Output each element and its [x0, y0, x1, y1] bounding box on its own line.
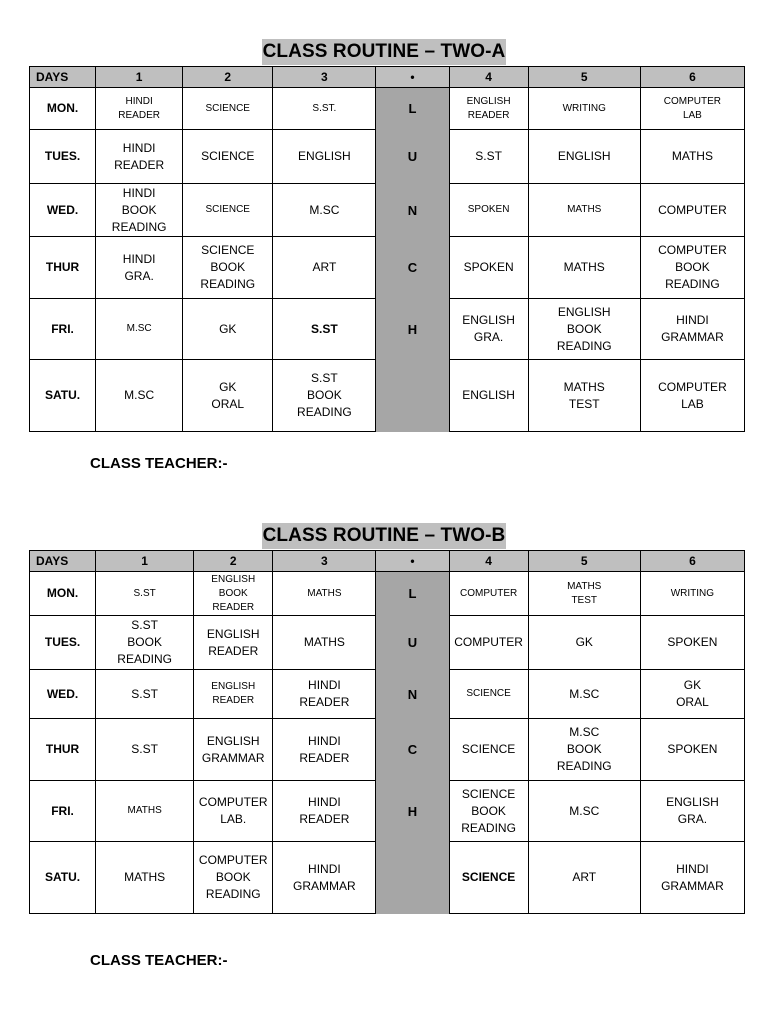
period-cell: HINDI GRAMMAR: [640, 842, 744, 914]
period-cell: ENGLISH READER: [194, 670, 273, 719]
period-cell: SPOKEN: [449, 237, 528, 299]
period-cell: MATHS: [273, 572, 376, 616]
lunch-letter: L: [376, 572, 449, 616]
period-cell: MATHS TEST: [528, 572, 640, 616]
period-cell: ENGLISH: [528, 130, 640, 184]
period-cell: ART: [528, 842, 640, 914]
period-cell: COMPUTER LAB: [640, 88, 744, 130]
period-cell: MATHS: [96, 842, 194, 914]
table-row: [30, 781, 745, 842]
period-cell: COMPUTER BOOK READING: [194, 842, 273, 914]
period-cell: S.ST: [273, 299, 376, 360]
day-cell: WED.: [30, 670, 96, 719]
lunch-letter: U: [376, 616, 449, 670]
period-cell: WRITING: [528, 88, 640, 130]
day-cell: MON.: [30, 88, 96, 130]
period-cell: S.ST: [96, 719, 194, 781]
period-cell: SCIENCE: [183, 88, 273, 130]
period-cell: ART: [273, 237, 376, 299]
header-lunch-bullet: •: [376, 551, 449, 572]
period-cell: COMPUTER BOOK READING: [640, 237, 744, 299]
period-cell: GK: [183, 299, 273, 360]
header-period-6: 6: [640, 67, 744, 88]
period-cell: HINDI READER: [96, 130, 183, 184]
period-cell: ENGLISH: [449, 360, 528, 432]
period-cell: HINDI BOOK READING: [96, 184, 183, 237]
lunch-letter: C: [376, 237, 449, 299]
period-cell: S.ST: [96, 572, 194, 616]
period-cell: COMPUTER: [449, 616, 528, 670]
period-cell: S.ST: [449, 130, 528, 184]
header-row: [30, 67, 745, 88]
lunch-letter: N: [376, 670, 449, 719]
period-cell: SPOKEN: [640, 719, 744, 781]
lunch-letter: L: [376, 88, 449, 130]
period-cell: M.SC: [528, 781, 640, 842]
routine-a-class-teacher-label: CLASS TEACHER:-: [90, 455, 228, 472]
table-row: [30, 360, 745, 432]
header-period-5: 5: [528, 67, 640, 88]
period-cell: COMPUTER LAB.: [194, 781, 273, 842]
header-period-5: 5: [528, 551, 640, 572]
day-cell: SATU.: [30, 360, 96, 432]
header-period-3: 3: [273, 67, 376, 88]
lunch-letter: U: [376, 130, 449, 184]
period-cell: ENGLISH BOOK READER: [194, 572, 273, 616]
table-row: [30, 88, 745, 130]
period-cell: M.SC: [273, 184, 376, 237]
header-period-6: 6: [640, 551, 744, 572]
period-cell: ENGLISH GRAMMAR: [194, 719, 273, 781]
lunch-letter: [376, 842, 449, 914]
period-cell: HINDI READER: [96, 88, 183, 130]
period-cell: ENGLISH READER: [194, 616, 273, 670]
routine-a-title-wrap: [0, 39, 768, 65]
period-cell: MATHS: [640, 130, 744, 184]
period-cell: SCIENCE BOOK READING: [183, 237, 273, 299]
day-cell: MON.: [30, 572, 96, 616]
table-row: [30, 130, 745, 184]
header-days: DAYS: [30, 67, 96, 88]
period-cell: M.SC BOOK READING: [528, 719, 640, 781]
day-cell: FRI.: [30, 299, 96, 360]
header-period-1: 1: [96, 67, 183, 88]
period-cell: HINDI READER: [273, 719, 376, 781]
table-row: [30, 237, 745, 299]
header-period-4: 4: [449, 551, 528, 572]
period-cell: GK ORAL: [183, 360, 273, 432]
period-cell: COMPUTER LAB: [640, 360, 744, 432]
period-cell: ENGLISH GRA.: [640, 781, 744, 842]
day-cell: WED.: [30, 184, 96, 237]
period-cell: HINDI GRAMMAR: [640, 299, 744, 360]
table-row: [30, 842, 745, 914]
table-row: [30, 299, 745, 360]
period-cell: S.ST.: [273, 88, 376, 130]
header-period-4: 4: [449, 67, 528, 88]
header-period-2: 2: [183, 67, 273, 88]
period-cell: ENGLISH GRA.: [449, 299, 528, 360]
period-cell: HINDI GRAMMAR: [273, 842, 376, 914]
routine-a-table: [29, 66, 745, 432]
day-cell: TUES.: [30, 130, 96, 184]
period-cell: SCIENCE: [449, 670, 528, 719]
period-cell: ENGLISH BOOK READING: [528, 299, 640, 360]
lunch-letter: [376, 360, 449, 432]
header-row: [30, 551, 745, 572]
table-row: [30, 572, 745, 616]
period-cell: SCIENCE: [449, 719, 528, 781]
period-cell: HINDI GRA.: [96, 237, 183, 299]
period-cell: SCIENCE BOOK READING: [449, 781, 528, 842]
day-cell: THUR: [30, 237, 96, 299]
period-cell: WRITING: [640, 572, 744, 616]
lunch-letter: C: [376, 719, 449, 781]
period-cell: MATHS: [528, 237, 640, 299]
lunch-letter: H: [376, 781, 449, 842]
period-cell: HINDI READER: [273, 670, 376, 719]
period-cell: SCIENCE: [183, 130, 273, 184]
period-cell: M.SC: [96, 360, 183, 432]
period-cell: HINDI READER: [273, 781, 376, 842]
table-row: [30, 184, 745, 237]
lunch-letter: H: [376, 299, 449, 360]
period-cell: MATHS: [96, 781, 194, 842]
day-cell: THUR: [30, 719, 96, 781]
period-cell: SPOKEN: [449, 184, 528, 237]
period-cell: GK: [528, 616, 640, 670]
period-cell: MATHS: [273, 616, 376, 670]
header-days: DAYS: [30, 551, 96, 572]
header-period-1: 1: [96, 551, 194, 572]
lunch-letter: N: [376, 184, 449, 237]
routine-a-title: CLASS ROUTINE – TWO-A: [262, 39, 507, 65]
header-period-3: 3: [273, 551, 376, 572]
period-cell: S.ST: [96, 670, 194, 719]
period-cell: GK ORAL: [640, 670, 744, 719]
period-cell: COMPUTER: [449, 572, 528, 616]
period-cell: M.SC: [528, 670, 640, 719]
period-cell: MATHS: [528, 184, 640, 237]
header-lunch-bullet: •: [376, 67, 449, 88]
table-row: [30, 616, 745, 670]
routine-b-title: CLASS ROUTINE – TWO-B: [262, 523, 507, 549]
period-cell: SCIENCE: [183, 184, 273, 237]
header-period-2: 2: [194, 551, 273, 572]
day-cell: FRI.: [30, 781, 96, 842]
table-row: [30, 670, 745, 719]
day-cell: SATU.: [30, 842, 96, 914]
period-cell: M.SC: [96, 299, 183, 360]
day-cell: TUES.: [30, 616, 96, 670]
period-cell: SCIENCE: [449, 842, 528, 914]
period-cell: ENGLISH: [273, 130, 376, 184]
period-cell: SPOKEN: [640, 616, 744, 670]
routine-b-table: [29, 550, 745, 914]
routine-b-class-teacher-label: CLASS TEACHER:-: [90, 952, 228, 969]
table-row: [30, 719, 745, 781]
period-cell: MATHS TEST: [528, 360, 640, 432]
period-cell: COMPUTER: [640, 184, 744, 237]
routine-b-title-wrap: [0, 523, 768, 549]
period-cell: S.ST BOOK READING: [273, 360, 376, 432]
period-cell: ENGLISH READER: [449, 88, 528, 130]
period-cell: S.ST BOOK READING: [96, 616, 194, 670]
